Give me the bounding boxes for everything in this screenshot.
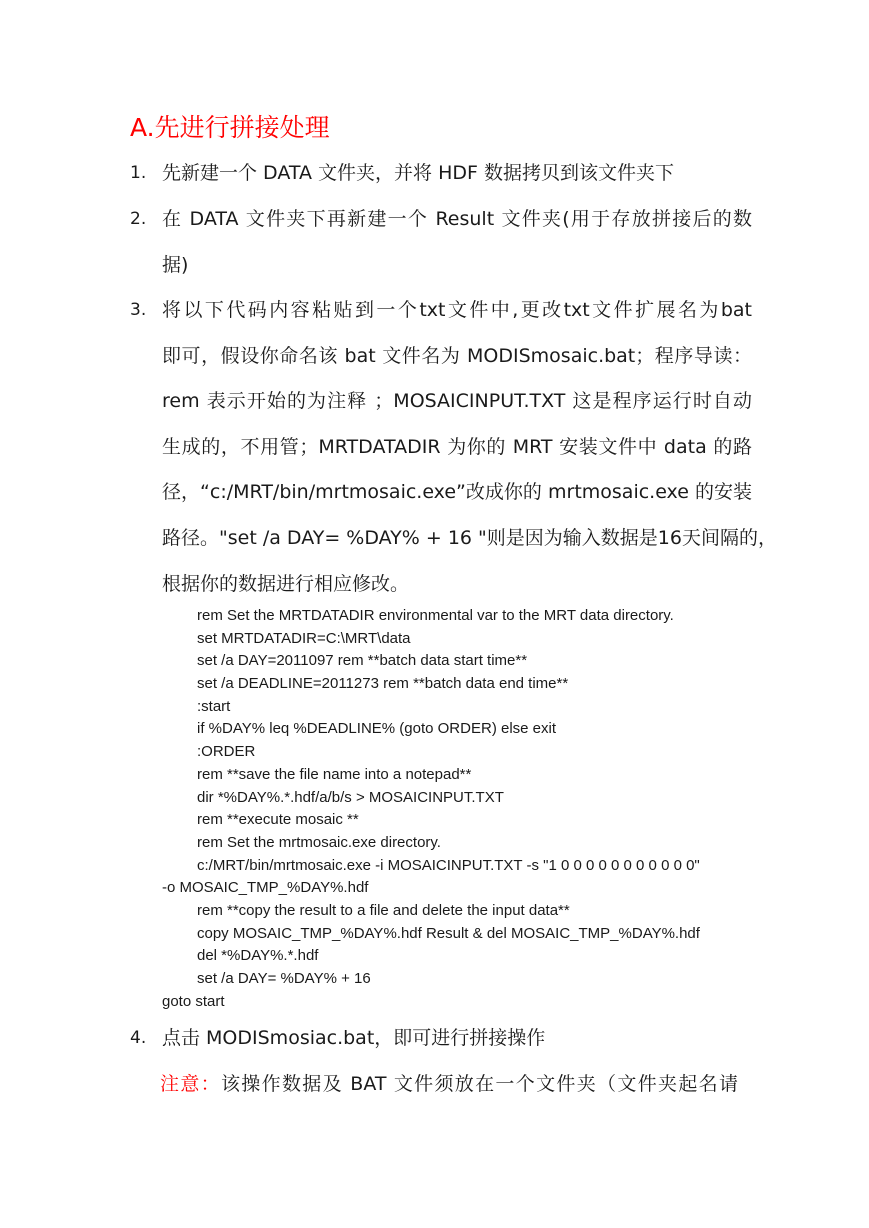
step-text-line: 生成的，不用管；MRTDATADIR 为你的 MRT 安装文件中 data 的路 [162,435,752,458]
step-text-line: rem 表示开始的为注释 ；MOSAICINPUT.TXT 这是程序运行时自动 [162,390,752,413]
code-line: :ORDER [197,743,256,761]
code-line: rem Set the mrtmosaic.exe directory. [197,833,441,851]
code-line: rem **copy the result to a file and delete the input data** [197,901,570,919]
step-text-line: 路径。"set /a DAY= %DAY% + 16 "则是因为输入数据是16天间隔的， [162,526,777,549]
step-text-line: 在 DATA 文件夹下再新建一个 Result 文件夹(用于存放拼接后的数 [162,208,752,230]
step-text-line: 即可，假设你命名该 bat 文件名为 MODISmosaic.bat；程序导读： [162,344,752,367]
code-line: goto start [162,992,225,1010]
section-heading: A.先进行拼接处理 [130,113,330,142]
step-number: 3. [130,300,147,320]
code-line: set MRTDATADIR=C:\MRT\data [197,629,411,647]
code-line: rem **save the file name into a notepad** [197,765,472,783]
code-line: -o MOSAIC_TMP_%DAY%.hdf [162,879,369,897]
code-line: dir *%DAY%.*.hdf/a/b/s > MOSAICINPUT.TXT [197,788,504,806]
step-text-line: 将以下代码内容粘贴到一个txt文件中,更改txt文件扩展名为bat [162,299,752,321]
code-line: rem Set the MRTDATADIR environmental var to the MRT data directory. [197,607,674,624]
note-label: 注意： [160,1073,221,1095]
batch-code-block [162,605,752,1013]
code-line: rem **execute mosaic ** [197,811,359,829]
step-text-line: 据) [162,253,189,276]
code-line: set /a DAY= %DAY% + 16 [197,970,371,987]
step-number: 4. [130,1028,147,1048]
code-line: set /a DEADLINE=2011273 rem **batch data end time** [197,675,569,693]
note-paragraph [160,1067,738,1101]
step-text-line: 点击 MODISmosiac.bat，即可进行拼接操作 [162,1027,546,1049]
step-number: 1. [130,163,147,183]
step-text-line: 根据你的数据进行相应修改。 [162,572,410,595]
code-line: del *%DAY%.*.hdf [197,947,319,965]
step-text-line: 径，“c:/MRT/bin/mrtmosaic.exe”改成你的 mrtmosaic.exe 的安装 [162,481,752,504]
code-line: c:/MRT/bin/mrtmosaic.exe -i MOSAICINPUT.TXT -s "1 0 0 0 0 0 0 0 0 0 0 0" [197,856,700,874]
code-line: copy MOSAIC_TMP_%DAY%.hdf Result & del MOSAIC_TMP_%DAY%.hdf [197,924,700,942]
step-number: 2. [130,209,147,229]
code-line: set /a DAY=2011097 rem **batch data start time** [197,652,528,670]
note-text: 该操作数据及 BAT 文件须放在一个文件夹（文件夹起名请 [220,1073,738,1095]
code-line: :start [197,697,231,715]
code-line: if %DAY% leq %DEADLINE% (goto ORDER) else exit [197,720,557,738]
step-text-line: 先新建一个 DATA 文件夹，并将 HDF 数据拷贝到该文件夹下 [162,162,674,184]
